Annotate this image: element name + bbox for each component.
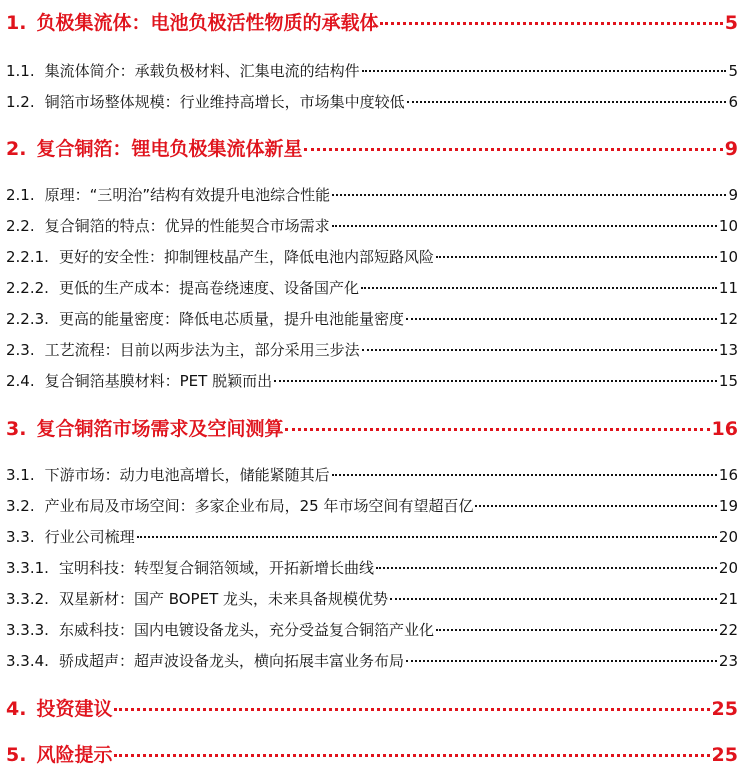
toc-number: 5. <box>6 744 27 766</box>
toc-page-number: 11 <box>718 279 738 297</box>
toc-leader-dots <box>362 349 717 351</box>
toc-entry-2-2-3[interactable] <box>6 308 738 329</box>
toc-leader-dots <box>304 148 722 151</box>
toc-leader-dots <box>274 380 717 382</box>
toc-title: 负极集流体：电池负极活性物质的承载体 <box>36 12 379 34</box>
toc-entry-1-1[interactable] <box>6 60 738 81</box>
toc-leader-dots <box>475 505 716 507</box>
toc-title: 复合铜箔市场需求及空间测算 <box>36 418 284 440</box>
toc-entry-4[interactable] <box>6 694 738 721</box>
toc-entry-2[interactable] <box>6 134 738 161</box>
toc-entry-3-3-4[interactable] <box>6 650 738 671</box>
toc-entry-2-3[interactable] <box>6 339 738 360</box>
toc-page-number: 10 <box>718 217 738 235</box>
toc-entry-3-1[interactable] <box>6 464 738 485</box>
toc-title: 更低的生产成本：提高卷绕速度、设备国产化 <box>58 279 359 297</box>
toc-title: 风险提示 <box>36 744 113 766</box>
toc-title: 复合铜箔基膜材料：PET 脱颖而出 <box>44 372 273 390</box>
toc-leader-dots <box>332 225 717 227</box>
toc-number: 1. <box>6 12 27 34</box>
toc-leader-dots <box>137 536 717 538</box>
toc-number: 3.3.3. <box>6 621 49 639</box>
toc-number: 2.3. <box>6 341 35 359</box>
toc-number: 3.3. <box>6 528 35 546</box>
toc-title: 更高的能量密度：降低电芯质量，提升电池能量密度 <box>58 310 404 328</box>
toc-page-number: 16 <box>711 418 738 440</box>
toc-title: 原理：“三明治”结构有效提升电池综合性能 <box>44 186 331 204</box>
toc-entry-3-3-2[interactable] <box>6 588 738 609</box>
toc-page-number: 25 <box>711 744 738 766</box>
toc-page-number: 12 <box>718 310 738 328</box>
toc-number: 3.2. <box>6 497 35 515</box>
toc-number: 4. <box>6 698 27 720</box>
toc-title: 东威科技：国内电镀设备龙头，充分受益复合铜箔产业化 <box>58 621 434 639</box>
toc-entry-2-2-1[interactable] <box>6 246 738 267</box>
toc-title: 集流体简介：承载负极材料、汇集电流的结构件 <box>44 62 360 80</box>
toc-title: 复合铜箔的特点：优异的性能契合市场需求 <box>44 217 330 235</box>
toc-leader-dots <box>436 629 717 631</box>
toc-page-number: 19 <box>718 497 738 515</box>
toc-title: 双星新材：国产 BOPET 龙头，未来具备规模优势 <box>58 590 388 608</box>
toc-title: 工艺流程：目前以两步法为主，部分采用三步法 <box>44 341 360 359</box>
toc-entry-2-2-2[interactable] <box>6 277 738 298</box>
toc-page-number: 9 <box>728 186 738 204</box>
toc-leader-dots <box>380 22 722 25</box>
toc-title: 铜箔市场整体规模：行业维持高增长，市场集中度较低 <box>44 93 405 111</box>
toc-leader-dots <box>362 70 727 72</box>
toc-page-number: 23 <box>718 652 738 670</box>
toc-entry-3-3[interactable] <box>6 526 738 547</box>
toc-page-number: 16 <box>718 466 738 484</box>
toc-number: 2.2. <box>6 217 35 235</box>
toc-title: 下游市场：动力电池高增长，储能紧随其后 <box>44 466 330 484</box>
toc-leader-dots <box>406 660 717 662</box>
toc-leader-dots <box>376 567 717 569</box>
toc-number: 2.2.2. <box>6 279 49 297</box>
toc-title: 行业公司梳理 <box>44 528 135 546</box>
toc-number: 3.3.4. <box>6 652 49 670</box>
toc-leader-dots <box>332 474 717 476</box>
toc-entry-2-1[interactable] <box>6 184 738 205</box>
toc-title: 骄成超声：超声波设备龙头，横向拓展丰富业务布局 <box>58 652 404 670</box>
toc-title: 投资建议 <box>36 698 113 720</box>
toc-number: 2.2.1. <box>6 248 49 266</box>
toc-page-number: 5 <box>724 12 738 34</box>
toc-number: 1.2. <box>6 93 35 111</box>
toc-page-number: 13 <box>718 341 738 359</box>
toc-number: 2. <box>6 138 27 160</box>
toc-leader-dots <box>285 428 709 431</box>
toc-entry-3-2[interactable] <box>6 495 738 516</box>
toc-page-number: 15 <box>718 372 738 390</box>
toc-number: 1.1. <box>6 62 35 80</box>
toc-entry-3-3-3[interactable] <box>6 619 738 640</box>
toc-entry-3-3-1[interactable] <box>6 557 738 578</box>
toc-entry-3[interactable] <box>6 414 738 441</box>
toc-number: 2.2.3. <box>6 310 49 328</box>
toc-title: 产业布局及市场空间：多家企业布局，25 年市场空间有望超百亿 <box>44 497 474 515</box>
toc-leader-dots <box>114 754 709 757</box>
toc-title: 宝明科技：转型复合铜箔领域，开拓新增长曲线 <box>58 559 374 577</box>
toc-leader-dots <box>436 256 717 258</box>
toc-entry-1[interactable] <box>6 8 738 35</box>
toc-number: 3.1. <box>6 466 35 484</box>
toc-number: 3.3.1. <box>6 559 49 577</box>
toc-leader-dots <box>390 598 717 600</box>
toc-title: 复合铜箔：锂电负极集流体新星 <box>36 138 303 160</box>
toc-leader-dots <box>406 318 717 320</box>
toc-page-number: 5 <box>728 62 738 80</box>
toc-number: 2.1. <box>6 186 35 204</box>
toc-page-number: 6 <box>728 93 738 111</box>
toc-leader-dots <box>332 194 726 196</box>
toc-page-number: 9 <box>724 138 738 160</box>
toc-entry-1-2[interactable] <box>6 91 738 112</box>
toc-entry-5[interactable] <box>6 740 738 767</box>
toc-number: 3.3.2. <box>6 590 49 608</box>
toc-page-number: 20 <box>718 559 738 577</box>
toc-title: 更好的安全性：抑制锂枝晶产生，降低电池内部短路风险 <box>58 248 434 266</box>
toc-leader-dots <box>361 287 717 289</box>
toc-number: 3. <box>6 418 27 440</box>
toc-leader-dots <box>407 101 727 103</box>
toc-page-number: 22 <box>718 621 738 639</box>
toc-page-number: 10 <box>718 248 738 266</box>
toc-page-number: 21 <box>718 590 738 608</box>
toc-number: 2.4. <box>6 372 35 390</box>
toc-leader-dots <box>114 708 709 711</box>
toc-page-number: 20 <box>718 528 738 546</box>
toc-entry-2-2[interactable] <box>6 215 738 236</box>
toc-page-number: 25 <box>711 698 738 720</box>
toc-entry-2-4[interactable] <box>6 370 738 391</box>
